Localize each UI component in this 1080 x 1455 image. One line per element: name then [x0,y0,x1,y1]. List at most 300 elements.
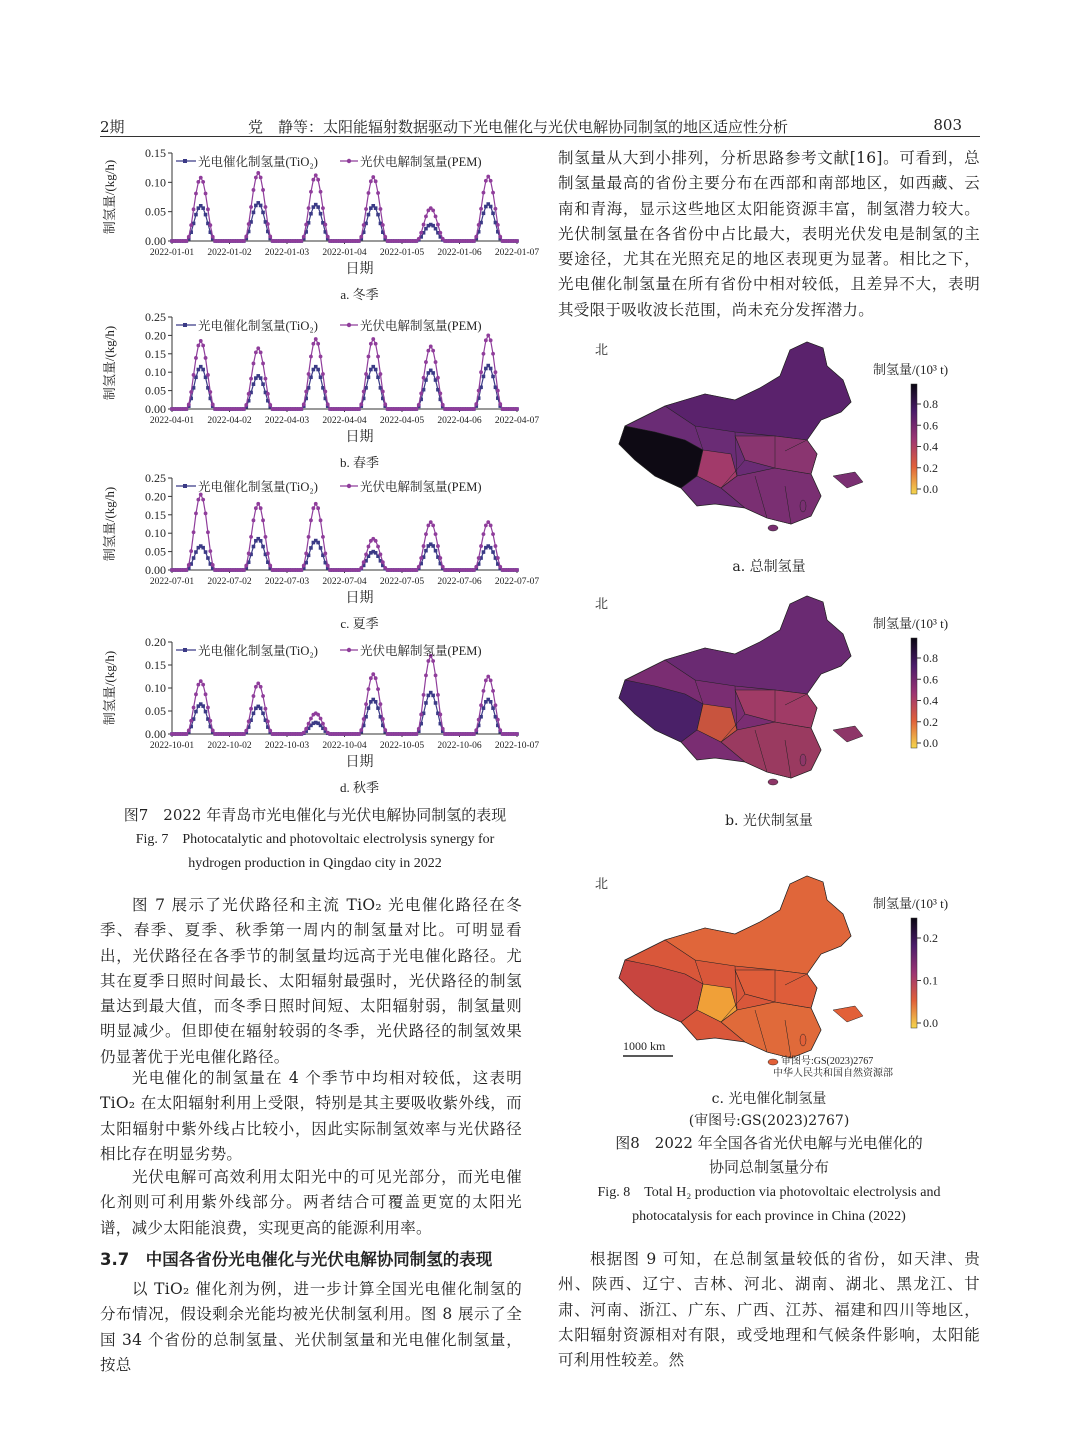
pem-point [192,207,196,211]
x-tick-label: 2022-10-02 [207,741,252,751]
pem-point [441,727,445,731]
pem-point [321,535,325,539]
pem-point [266,222,270,226]
pem-point [367,355,371,359]
pem-point [249,377,253,381]
x-tick-label: 2022-01-07 [494,248,540,258]
pem-point [486,520,490,524]
hainan-island [768,1059,778,1065]
tio2-point [376,375,380,379]
pem-point [367,687,371,691]
pem-point [199,176,203,180]
pem-point [429,520,433,524]
left-paragraph-1: 图 7 展示了光伏路径和主流 TiO₂ 光电催化路径在冬季、春季、夏季、秋季第一周内的制氢量对比。可明显看出，光伏路径在各季节的制氢量均远高于光电催化路径。尤其在夏季日照时间最长、太阳辐射最强时，光伏路径的制氢量达到最大值，而冬季日照时间短、太阳辐射弱，制氢量则明显减少。但即使在辐射较弱的冬季，光伏路径的制氢效果仍显著优于光电催化路径。 [100,896,522,1066]
pem-point [264,707,268,711]
section-heading-3-7: 3.7 中国各省份光电催化与光伏电解协同制氢的表现 [100,1250,493,1269]
fig8-caption-cn-1: 图8 2022 年全国各省光伏电解与光电催化的 [615,1134,923,1152]
pem-point [242,239,246,243]
pem-point [326,235,330,239]
fig8-caption-en-2: photocatalysis for each province in China (2022) [632,1209,906,1224]
tio2-point [482,375,486,379]
fig7-charts [100,145,540,810]
pem-point [383,235,387,239]
tio2-point [491,550,495,554]
pem-point [438,231,442,235]
pem-point [326,564,330,568]
tio2-point [316,541,320,545]
pem-point [482,191,486,195]
pem-point [192,373,196,377]
south-sea-inset [833,726,863,742]
pem-point [474,565,478,569]
pem-point [299,407,303,411]
legend-pem-marker [347,323,351,327]
y-tick-label: 0.20 [145,635,166,649]
pem-point [489,338,493,342]
pem-point [247,392,251,396]
approval-authority: 中华人民共和国自然资源部 [773,1068,893,1079]
tio2-point [259,706,263,710]
tio2-point [201,546,205,550]
x-tick-label: 2022-07-02 [207,577,252,587]
tio2-point [367,213,371,217]
y-tick-label: 0.05 [145,383,166,398]
pem-point [419,713,423,717]
pem-point [438,391,442,395]
x-tick-label: 2022-01-05 [379,248,425,258]
pem-point [196,683,200,687]
pem-point [496,718,500,722]
tio2-point [204,710,208,714]
pem-point [494,544,498,548]
x-tick-label: 2022-10-03 [264,741,310,751]
pem-point [362,717,366,721]
pem-point [268,564,272,568]
pem-point [242,732,246,736]
pem-point [311,178,315,182]
pem-point [417,727,421,731]
colorbar-tick-label: 0.0 [923,482,938,496]
pem-point [362,560,366,564]
pem-point [472,407,476,411]
tio2-point [316,205,320,209]
pem-point [383,728,387,732]
pem-point [496,223,500,227]
pem-point [426,659,430,663]
colorbar [911,638,917,748]
x-tick-label: 2022-01-02 [207,248,252,258]
pem-point [482,352,486,356]
tio2-point [431,544,435,548]
pem-point [429,345,433,349]
pem-point [259,685,263,689]
pem-point [479,370,483,374]
tio2-point [434,227,438,231]
y-tick-label: 0.10 [145,681,166,695]
north-label: 北 [595,876,609,891]
pem-point [367,191,371,195]
pem-point [184,568,188,572]
pem-point [414,732,418,736]
fig7-panel-3 [102,635,539,795]
pem-point [321,372,325,376]
pem-point [259,176,263,180]
pem-point [302,731,306,735]
tio2-point [309,546,313,550]
pem-point [189,223,193,227]
pem-point [261,694,265,698]
pem-point [364,552,368,556]
pem-point [474,235,478,239]
x-tick-label: 2022-10-01 [149,741,195,751]
legend-tio2-marker [183,159,187,163]
y-tick-label: 0.20 [145,328,166,343]
southeast-region [721,468,821,524]
fig7-panel-1 [102,310,539,470]
pem-point [316,506,320,510]
tio2-point [489,205,493,209]
pem-point [196,498,200,502]
pem-point [494,703,498,707]
pem-point [211,235,215,239]
pem-point [184,239,188,243]
pem-point [434,214,438,218]
pem-point [309,355,313,359]
series-line-1 [172,495,517,570]
y-tick-label: 0.20 [145,489,166,504]
pem-point [244,235,248,239]
pem-point [424,214,428,218]
pem-point [414,407,418,411]
x-axis-label: 日期 [345,430,374,445]
x-tick-label: 2022-04-04 [322,416,367,426]
pem-point [201,683,205,687]
tio2-point [261,545,265,549]
colorbar-label: 制氢量/(10³ t) [873,616,949,631]
pem-point [204,356,208,360]
pem-point [266,552,270,556]
pem-point [316,342,320,346]
pem-point [206,207,210,211]
pem-point [316,713,320,717]
fig7-caption-en-1: Fig. 7 Photocatalytic and photovoltaic electrolysis synergy for [135,832,495,847]
pem-point [189,719,193,723]
tio2-point [367,375,371,379]
fig7-panel-0 [102,146,539,302]
pem-point [194,192,198,196]
tio2-point [434,701,438,705]
pem-point [206,373,210,377]
pem-point [201,498,205,502]
pem-point [314,502,318,506]
pem-point [187,235,191,239]
pem-point [364,207,368,211]
north-label: 北 [595,596,609,611]
scale-label: 1000 km [623,1039,666,1053]
pem-point [494,370,498,374]
pem-point [515,239,519,243]
tio2-point [482,550,486,554]
pem-point [426,523,430,527]
pem-point [491,689,495,693]
x-tick-label: 2022-04-07 [494,416,540,426]
x-tick-label: 2022-10-07 [494,741,540,751]
pem-point [422,693,426,697]
pem-point [192,530,196,534]
colorbar-tick-label: 0.1 [923,973,938,988]
pem-point [242,407,246,411]
tio2-point [319,212,323,216]
colorbar-label: 制氢量/(10³ t) [873,896,949,911]
pem-point [357,407,361,411]
tio2-point [424,549,428,553]
running-title: 党 静等：太阳能辐射数据驱动下光电催化与光伏电解协同制氢的地区适应性分析 [248,118,789,136]
pem-point [211,563,215,567]
pem-point [319,355,323,359]
tio2-point [374,551,378,555]
x-tick-label: 2022-01-06 [437,248,482,258]
legend-pem-label: 光伏电解制氢量(PEM) [360,319,482,333]
x-tick-label: 2022-07-06 [437,577,482,587]
pem-point [314,337,318,341]
legend-pem-label: 光伏电解制氢量(PEM) [360,480,482,494]
pem-point [196,344,200,348]
y-tick-label: 0.05 [145,204,166,219]
tio2-point [309,375,313,379]
pem-point [381,223,385,227]
pem-point [376,191,380,195]
panel-label: b. 春季 [339,455,380,470]
panel-label: c. 夏季 [340,616,379,631]
pem-point [359,728,363,732]
tio2-point [376,706,380,710]
pem-point [419,231,423,235]
pem-point [381,390,385,394]
pem-point [498,235,502,239]
tio2-point [431,694,435,698]
right-paragraph-2: 根据图 9 可知，在总制氢量较低的省份，如天津、贵州、陕西、辽宁、吉林、河北、湖南、湖北、黑龙江、甘肃、河南、浙江、广东、广西、江苏、福建和四川等地区，太阳辐射资源相对有限，或受地理和气候条件影响，太阳能可利用性较差。然 [558,1250,980,1370]
pem-point [472,239,476,243]
north-label: 北 [595,342,609,357]
series-line-1 [172,173,517,241]
pem-point [441,565,445,569]
left-paragraph-3: 光伏电解可高效利用太阳光中的可见光部分，而光电催化剂则可利用紫外线部分。两者结合可覆盖更宽的太阳光谱，减少太阳能浪费，实现更高的能源利用率。 [100,1168,522,1237]
pem-point [367,545,371,549]
pem-point [424,532,428,536]
pem-point [252,362,256,366]
legend-pem-marker [347,159,351,163]
pem-point [196,180,200,184]
tio2-point [431,371,435,375]
tio2-point [252,382,256,386]
pem-point [256,502,260,506]
pem-point [194,512,198,516]
tio2-point [261,382,265,386]
pem-point [268,729,272,733]
y-axis-label: 制氢量/(kg/h) [102,650,117,726]
pem-point [477,556,481,560]
pem-point [515,568,519,572]
pem-point [247,222,251,226]
colorbar-tick-label: 0.2 [923,931,938,945]
map-label-2: c. 光电催化制氢量 [711,1091,827,1107]
y-tick-label: 0.00 [145,402,166,416]
pem-point [254,176,258,180]
pem-point [211,403,215,407]
pem-point [486,675,490,679]
x-tick-label: 2022-07-04 [322,577,367,587]
colorbar [911,918,917,1028]
pem-point [431,349,435,353]
south-sea-inset [833,1006,863,1022]
pem-point [319,518,323,522]
pem-point [307,372,311,376]
pem-point [489,678,493,682]
pem-point [259,350,263,354]
approval-number: 审图号:GS(2023)2767 [781,1056,874,1067]
x-tick-label: 2022-01-01 [149,248,195,258]
pem-point [244,403,248,407]
pem-point [434,673,438,677]
pem-point [491,352,495,356]
x-tick-label: 2022-01-04 [322,248,367,258]
pem-point [266,719,270,723]
pem-point [249,535,253,539]
pem-point [496,556,500,560]
pem-point [192,706,196,710]
pem-point [206,706,210,710]
pem-point [426,349,430,353]
pem-point [371,175,375,179]
tio2-point [489,367,493,371]
pem-point [249,707,253,711]
pem-point [208,390,212,394]
map-label-1: b. 光伏制氢量 [725,813,813,829]
pem-point [268,403,272,407]
pem-point [369,342,373,346]
pem-point [477,223,481,227]
pem-point [376,355,380,359]
legend-tio2-marker [183,484,187,488]
pem-point [474,402,478,406]
tio2-point [491,375,495,379]
pem-point [204,512,208,516]
legend-pem-marker [347,484,351,488]
pem-point [359,235,363,239]
pem-point [486,175,490,179]
pem-point [436,376,440,380]
header-rule [100,136,980,137]
pem-point [256,346,260,350]
pem-point [189,549,193,553]
pem-point [208,719,212,723]
pem-point [422,376,426,380]
pem-point [187,403,191,407]
pem-point [194,692,198,696]
tio2-point [194,550,198,554]
pem-point [436,693,440,697]
pem-point [364,702,368,706]
pem-point [417,237,421,241]
colorbar-tick-label: 0.2 [923,460,938,475]
pem-point [374,676,378,680]
page-number: 803 [933,116,962,134]
x-tick-label: 2022-04-03 [264,416,310,426]
series-line-1 [172,335,517,409]
pem-point [379,207,383,211]
pem-point [208,223,212,227]
tio2-point [192,556,196,560]
pem-point [247,552,251,556]
tio2-point [201,704,205,708]
series-line-0 [172,203,517,241]
x-tick-label: 2022-07-03 [264,577,310,587]
pem-point [321,206,325,210]
x-tick-label: 2022-04-05 [379,416,425,426]
tio2-point [367,706,371,710]
pem-point [472,568,476,572]
x-tick-label: 2022-07-05 [379,577,425,587]
pem-point [357,732,361,736]
pem-point [264,205,268,209]
right-paragraph-1: 制氢量从大到小排列，分析思路参考文献[16]。可看到，总制氢量最高的省份主要分布在西部和南部地区，如西藏、云南和青海，显示这些地区太阳能资源丰富，制氢潜力较大。光伏制氢量在各省份中占比最大，表明光伏发电是制氢的主要途径，尤其在光照充足的地区表现更为显著。相比之下，光电催化制氢量在所有省份中相对较低，且差异不大，表明其受限于吸收波长范围，尚未充分发挥潜力。 [558,149,980,319]
pem-point [477,389,481,393]
pem-point [424,673,428,677]
pem-point [362,223,366,227]
legend-tio2-label: 光电催化制氢量(TiO₂) [198,480,318,494]
map-2 [585,870,985,1100]
pem-point [307,722,311,726]
pem-point [304,552,308,556]
pem-point [252,188,256,192]
pem-point [379,552,383,556]
pem-point [311,342,315,346]
tio2-point [376,213,380,217]
pem-point [184,407,188,411]
tio2-point [204,213,208,217]
pem-point [326,402,330,406]
pem-point [199,339,203,343]
x-axis-label: 日期 [345,755,374,770]
colorbar [911,384,917,494]
pem-point [379,372,383,376]
y-tick-label: 0.15 [145,507,166,522]
colorbar-tick-label: 0.6 [923,418,938,433]
pem-point [299,239,303,243]
pem-point [379,702,383,706]
pem-point [359,566,363,570]
tio2-point [206,556,210,560]
tio2-point [201,206,205,210]
pem-point [362,390,366,394]
colorbar-tick-label: 0.0 [923,1016,938,1030]
colorbar-tick-label: 0.2 [923,714,938,729]
tio2-point [491,706,495,710]
pem-point [484,338,488,342]
x-tick-label: 2022-04-06 [437,416,482,426]
pem-point [323,552,327,556]
y-tick-label: 0.10 [145,365,166,380]
y-tick-label: 0.15 [145,346,166,361]
colorbar-tick-label: 0.4 [923,439,938,454]
pem-point [206,530,210,534]
pem-point [208,549,212,553]
fig7-caption-en-2: hydrogen production in Qingdao city in 2022 [188,856,442,871]
tio2-point [374,206,378,210]
y-tick-label: 0.25 [145,310,166,324]
issue-number: 2期 [100,118,125,136]
pem-point [268,235,272,239]
